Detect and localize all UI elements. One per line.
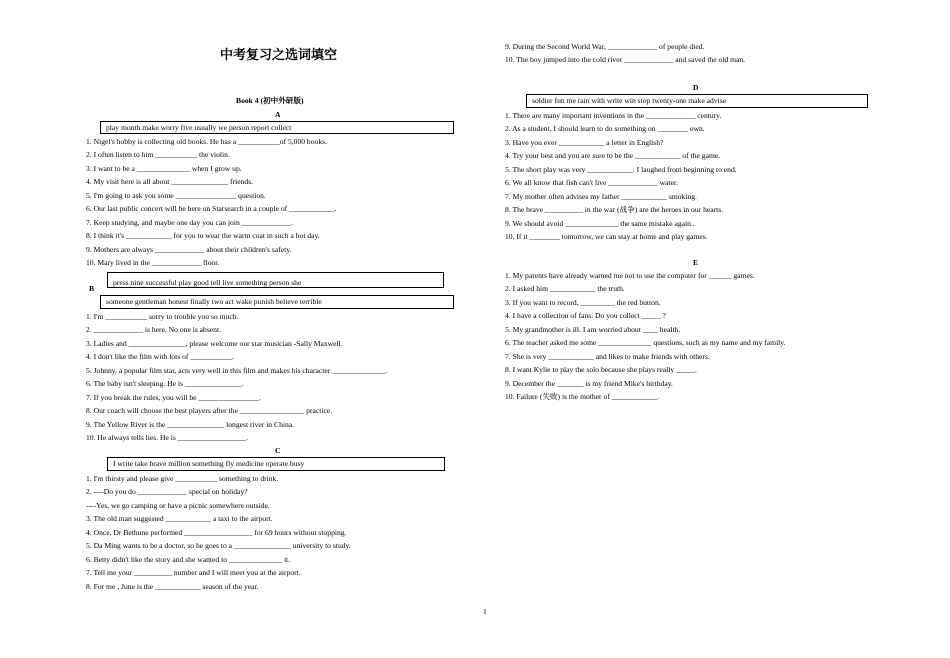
question-item: 5. Da Ming wants to be a doctor, so he goes to a _______________ university to study.: [86, 541, 351, 551]
question-item: 4. Once, Dr Bethune performed __________________ for 69 hours without stopping.: [86, 527, 347, 537]
question-item: 3. If you want to record, _________ the red button.: [505, 297, 661, 307]
question-item: 8. The brave __________ in the war (战争) are the heroes in our hearts.: [505, 205, 724, 215]
question-item: 2. I asked him ____________ the truth.: [505, 284, 625, 294]
question-item: 5. My grandmother is ill. I am worried about ____ health.: [505, 324, 681, 334]
section-a-word-box: play month make worry five usually we person report collect: [100, 121, 454, 134]
section-b-word-box-2: someone gentleman honest finally two act wake punish believe terrible: [100, 295, 454, 309]
question-item: 1. My parents have already warned me not to use the computer for ______ games.: [505, 271, 755, 280]
question-item: 9. During the Second World War, _____________ of people died.: [505, 42, 705, 51]
question-item: 5. I'm going to ask you some ________________ question.: [86, 190, 266, 200]
question-item: 4. I don't like the film with lots of ___________.: [86, 352, 234, 362]
question-item: 1. Nigel's hobby is collecting old books. He has a ___________of 5,000 books.: [86, 137, 327, 146]
question-item: ----Yes, we go camping or have a picnic somewhere outside.: [86, 500, 270, 510]
page-title: 中考复习之选词填空: [220, 48, 338, 63]
section-b-heading: B: [89, 284, 95, 293]
question-item: 1. I'm thirsty and please give ___________ something to drink.: [86, 474, 279, 483]
section-a-heading: A: [275, 110, 281, 119]
page-number: 1: [483, 607, 487, 616]
question-item: 10. The boy jumped into the cold river _____________ and saved the old man.: [505, 55, 746, 65]
question-item: 8. Our coach will choose the best players after the _________________ practice.: [86, 406, 333, 416]
question-item: 7. She is very ____________ and likes to make friends with others.: [505, 351, 710, 361]
section-d-word-box: soldier fun me rain with write win stop twenty-one make advise: [526, 94, 868, 108]
question-item: 3. I want to be a ______________ when I grow up.: [86, 163, 242, 173]
question-item: 6. Betty didn't like the story and she wanted to ______________ it.: [86, 554, 291, 564]
question-item: 9. The Yellow River is the _______________ longest river in China.: [86, 419, 295, 429]
question-item: 1. I'm ___________ sorry to trouble you so much.: [86, 312, 239, 321]
question-item: 9. December the _______ is my friend Mike's birthday.: [505, 378, 673, 388]
section-b-word-box-1: press nine successful play good tell live something person she: [107, 272, 444, 288]
question-item: 9. We should avoid ______________ the same mistake again..: [505, 218, 695, 228]
section-e-heading: E: [693, 258, 699, 267]
question-item: 8. I think it's ____________ for you to wear the warm coat in such a hot day.: [86, 231, 320, 241]
question-item: 10. If it ________ tomorrow, we can stay at home and play games.: [505, 232, 708, 242]
question-item: 3. The old man suggested ____________ a taxi to the airport.: [86, 514, 273, 524]
question-item: 10. He always tells lies. He is __________________.: [86, 433, 248, 443]
section-c-word-box: I write take brave million something fly medicine operate busy: [107, 457, 445, 471]
question-item: 3. Have you ever ____________ a letter in English?: [505, 137, 664, 147]
question-item: 2. As a student, I should learn to do something on ________ own.: [505, 124, 705, 134]
question-item: 5. The short play was very ____________. I laughed from beginning to end.: [505, 164, 737, 174]
question-item: 4. My visit here is all about _______________ friends.: [86, 177, 254, 187]
question-item: 7. Keep studying, and maybe one day you can join _____________.: [86, 217, 293, 227]
question-item: 10. Mary lived in the _____________ floor.: [86, 258, 220, 268]
question-item: 9. Mothers are always _____________ about their children's safety.: [86, 244, 292, 254]
question-item: 7. My mother often advises my father ____________ smoking.: [505, 191, 697, 201]
question-item: 6. The baby isn't sleeping. He is _______________.: [86, 379, 244, 389]
question-item: 6. We all know that fish can't live _____________ water.: [505, 178, 678, 188]
question-item: 1. There are many important inventions in the _____________ century.: [505, 111, 722, 120]
question-item: 10. Failure (失败) is the mother of ____________.: [505, 392, 660, 402]
question-item: 8. I want Kylie to play the solo because she plays really _____.: [505, 365, 697, 375]
question-item: 6. Our last public concert will be here on Starsearch in a couple of ____________.: [86, 204, 337, 214]
question-item: 2. I often listen to him ___________ the violin.: [86, 150, 230, 160]
question-item: 3. Ladies and _______________, please welcome our star musician -Sally Maxwell.: [86, 338, 343, 348]
question-item: 4. Try your best and you are sure to be the ____________ of the game.: [505, 151, 721, 161]
question-item: 2. _____________ is here. No one is absent.: [86, 325, 221, 335]
book-label: Book 4 (初中外研版): [236, 96, 304, 105]
question-item: 7. Tell me your __________ number and I will meet you at the airport.: [86, 568, 301, 578]
question-item: 8. For me , June is the ____________ season of the year.: [86, 581, 259, 591]
question-item: 4. I have a collection of fans. Do you collect _____ ?: [505, 311, 666, 321]
question-item: 2. ----Do you do _____________ special on holiday?: [86, 487, 248, 497]
question-item: 6. The teacher asked me some ______________ questions, such as my name and my family.: [505, 338, 786, 348]
section-c-heading: C: [275, 446, 281, 455]
question-item: 7. If you break the rules, you will be ________________.: [86, 392, 262, 402]
section-d-heading: D: [693, 83, 699, 92]
question-item: 5. Johnny, a popular film star, acts very well in this film and makes his character ______________.: [86, 365, 388, 375]
